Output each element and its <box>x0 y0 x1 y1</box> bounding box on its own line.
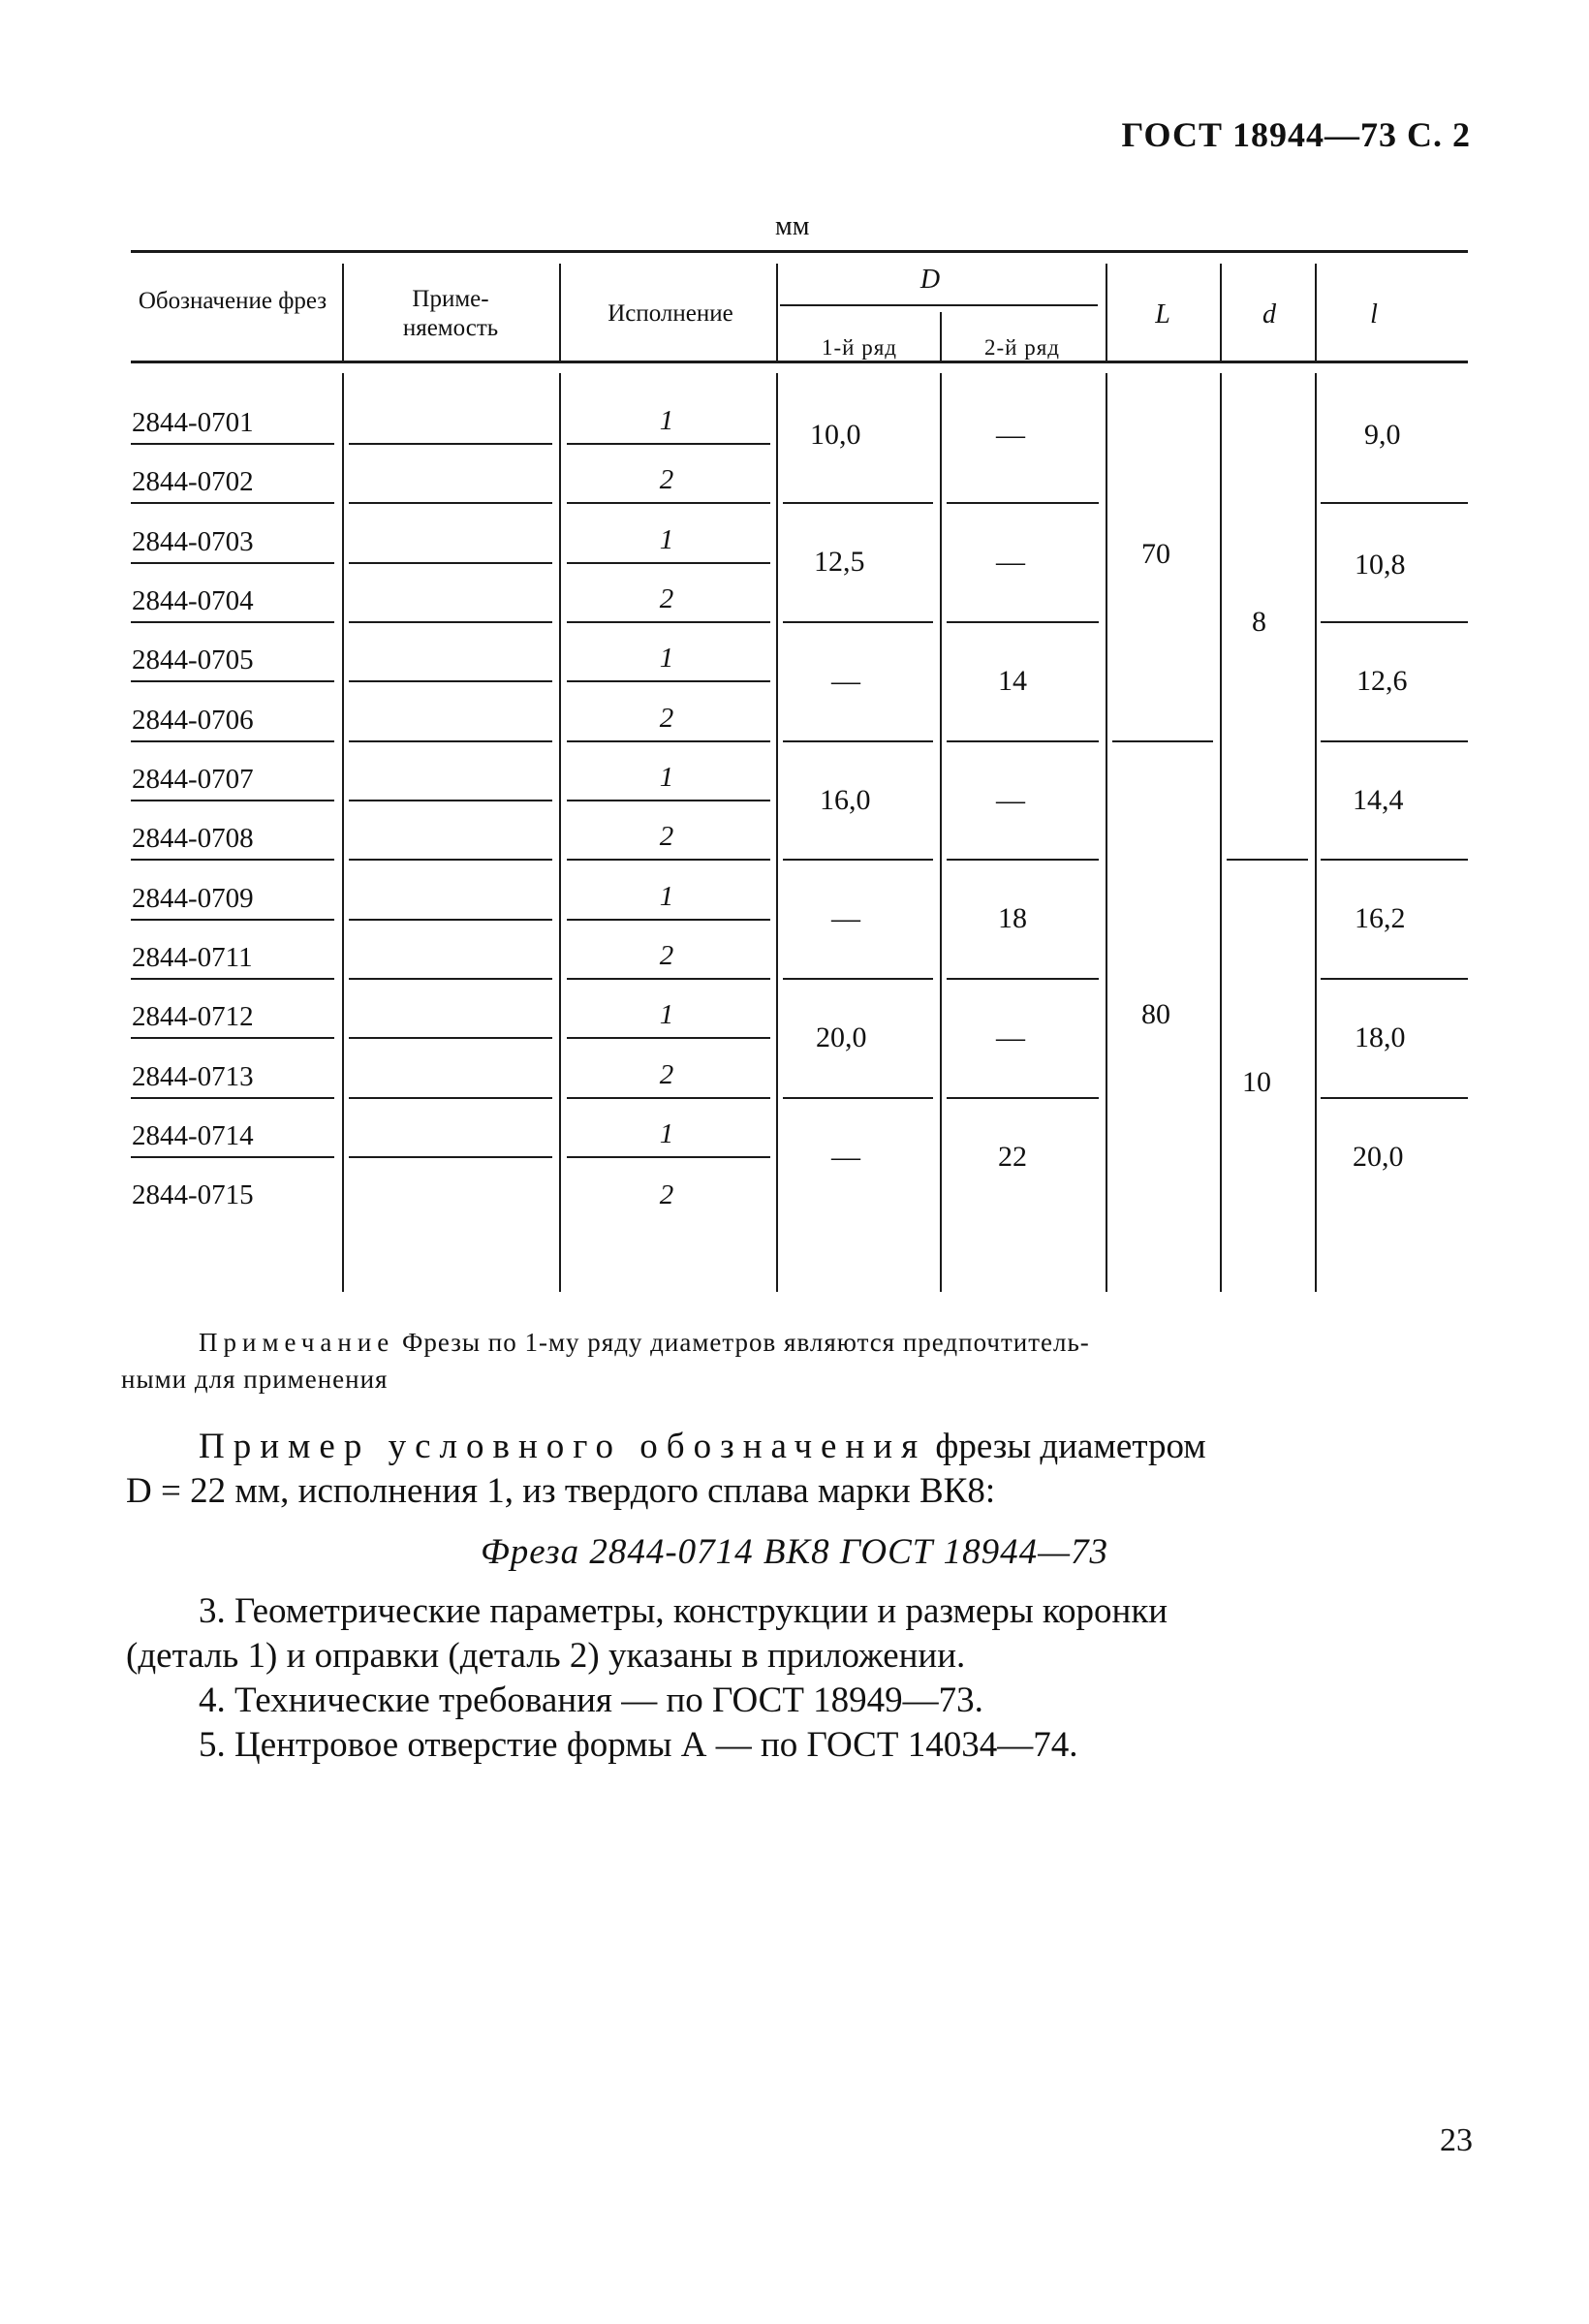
header-designation: Обозначение фрез <box>138 288 327 314</box>
l-cell: 12,6 <box>1356 665 1408 697</box>
body-divider <box>342 373 344 1292</box>
row-rule <box>349 1156 552 1158</box>
D-row2-cell: — <box>996 546 1025 578</box>
group-rule <box>783 1097 933 1099</box>
row-rule <box>131 740 334 742</box>
units-label: мм <box>775 211 810 241</box>
item-5: 5. Центровое отверстие формы А — по ГОСТ 14034—74. <box>199 1725 1078 1765</box>
row-rule <box>131 502 334 504</box>
D-row1-cell: — <box>831 665 860 697</box>
group-rule <box>947 740 1099 742</box>
row-rule <box>349 1097 552 1099</box>
row-rule <box>349 502 552 504</box>
row-rule <box>131 1156 334 1158</box>
row-rule <box>349 621 552 623</box>
execution-cell: 1 <box>659 999 674 1030</box>
row-rule <box>567 680 770 682</box>
body-divider <box>1315 373 1317 1292</box>
l-cell: 18,0 <box>1355 1021 1406 1053</box>
item-3: 3. Геометрические параметры, конструкции и размеры коронки <box>199 1591 1168 1631</box>
header-L: L <box>1155 299 1170 330</box>
body-divider <box>776 373 778 1292</box>
note-text-continued: ными для применения <box>121 1365 389 1394</box>
execution-cell: 2 <box>659 940 674 971</box>
designation-cell: 2844-0704 <box>132 585 254 616</box>
row-rule <box>567 919 770 921</box>
body-divider <box>559 373 561 1292</box>
designation-cell: 2844-0711 <box>132 942 253 973</box>
row-rule <box>349 978 552 980</box>
execution-cell: 1 <box>659 1118 674 1149</box>
group-rule <box>1321 1097 1468 1099</box>
D-row2-cell: 18 <box>998 902 1027 934</box>
designation-cell: 2844-0709 <box>132 883 254 914</box>
header-l: l <box>1370 299 1378 330</box>
row-rule <box>567 800 770 801</box>
D-row2-cell: — <box>996 784 1025 816</box>
row-rule <box>567 1156 770 1158</box>
row-rule <box>131 443 334 445</box>
example-text-line2: D = 22 мм, исполнения 1, из твердого сплава марки ВК8: <box>126 1471 996 1511</box>
row-rule <box>131 680 334 682</box>
designation-cell: 2844-0714 <box>132 1120 254 1151</box>
row-rule <box>349 740 552 742</box>
group-rule <box>783 740 933 742</box>
L-group-rule <box>1112 740 1213 742</box>
row-rule <box>349 443 552 445</box>
execution-cell: 2 <box>659 821 674 852</box>
header-D-row1: 1-й ряд <box>822 335 897 360</box>
example-paragraph <box>126 1425 1473 1514</box>
designation-cell: 2844-0703 <box>132 526 254 557</box>
l-cell: 14,4 <box>1353 784 1404 816</box>
d-cell: 8 <box>1252 606 1266 638</box>
l-cell: 9,0 <box>1364 419 1401 451</box>
header-divider <box>776 264 778 361</box>
execution-cell: 2 <box>659 1179 674 1210</box>
designation-cell: 2844-0705 <box>132 644 254 675</box>
item-4: 4. Технические требования — по ГОСТ 18949—73. <box>199 1680 983 1720</box>
header-divider <box>1220 264 1222 361</box>
execution-cell: 2 <box>659 1059 674 1090</box>
row-rule <box>567 1037 770 1039</box>
group-rule <box>783 621 933 623</box>
group-rule <box>947 859 1099 861</box>
row-rule <box>349 919 552 921</box>
header-divider <box>559 264 561 361</box>
example-text: фрезы диаметром <box>926 1427 1206 1466</box>
designation-cell: 2844-0706 <box>132 705 254 736</box>
group-rule <box>783 978 933 980</box>
L-cell: 70 <box>1141 538 1170 570</box>
numbered-items <box>126 1589 1478 1768</box>
designation-cell: 2844-0707 <box>132 764 254 795</box>
group-rule <box>783 502 933 504</box>
row-rule <box>567 502 770 504</box>
D-row2-cell: — <box>996 419 1025 451</box>
row-rule <box>131 919 334 921</box>
row-rule <box>567 740 770 742</box>
d-cell: 10 <box>1242 1066 1271 1098</box>
header-divider <box>1106 264 1107 361</box>
row-rule <box>567 978 770 980</box>
table-top-rule <box>131 250 1468 253</box>
table-note <box>121 1324 1478 1398</box>
page-header: ГОСТ 18944—73 С. 2 <box>1121 115 1471 154</box>
body-divider <box>940 373 942 1292</box>
execution-cell: 2 <box>659 703 674 734</box>
header-d: d <box>1262 299 1276 330</box>
execution-cell: 1 <box>659 881 674 912</box>
d-group-rule <box>1227 859 1308 861</box>
header-divider <box>342 264 344 361</box>
D-row1-cell: — <box>831 1141 860 1173</box>
l-cell: 16,2 <box>1355 902 1406 934</box>
row-rule <box>131 859 334 861</box>
D-row1-cell: 16,0 <box>820 784 871 816</box>
group-rule <box>947 621 1099 623</box>
body-divider <box>1220 373 1222 1292</box>
designation-cell: 2844-0712 <box>132 1001 254 1032</box>
row-rule <box>349 859 552 861</box>
designation-cell: 2844-0708 <box>132 823 254 854</box>
group-rule <box>1321 621 1468 623</box>
D-row1-cell: — <box>831 902 860 934</box>
header-divider <box>1315 264 1317 361</box>
row-rule <box>567 443 770 445</box>
group-rule <box>783 859 933 861</box>
row-rule <box>131 1097 334 1099</box>
group-rule <box>947 1097 1099 1099</box>
group-rule <box>1321 978 1468 980</box>
group-rule <box>1321 502 1468 504</box>
item-3-continued: (деталь 1) и оправки (деталь 2) указаны в приложении. <box>126 1636 966 1676</box>
example-formula: Фреза 2844-0714 ВК8 ГОСТ 18944—73 <box>480 1532 1109 1572</box>
D-row2-cell: 22 <box>998 1141 1027 1173</box>
row-rule <box>349 1037 552 1039</box>
execution-cell: 1 <box>659 405 674 436</box>
execution-cell: 1 <box>659 643 674 674</box>
header-execution: Исполнение <box>608 300 733 327</box>
body-divider <box>1106 373 1107 1292</box>
D-subheader-rule <box>780 304 1098 306</box>
row-rule <box>349 800 552 801</box>
header-D: D <box>919 265 941 295</box>
row-rule <box>131 562 334 564</box>
header-applicability: Приме-няемость <box>402 286 499 341</box>
header-D-row2: 2-й ряд <box>984 335 1060 360</box>
group-rule <box>947 978 1099 980</box>
row-rule <box>349 562 552 564</box>
row-rule <box>349 680 552 682</box>
row-rule <box>131 1037 334 1039</box>
row-rule <box>131 621 334 623</box>
execution-cell: 1 <box>659 524 674 555</box>
l-cell: 10,8 <box>1355 549 1406 581</box>
D-row2-cell: — <box>996 1021 1025 1053</box>
example-spaced-phrase: Пример условного обозначения <box>199 1427 927 1466</box>
designation-cell: 2844-0701 <box>132 407 254 438</box>
row-rule <box>131 978 334 980</box>
note-label: Примечание <box>199 1328 395 1357</box>
execution-cell: 2 <box>659 583 674 614</box>
page-number: 23 <box>1440 2122 1473 2158</box>
row-rule <box>567 562 770 564</box>
execution-cell: 1 <box>659 762 674 793</box>
group-rule <box>947 502 1099 504</box>
L-cell: 80 <box>1141 998 1170 1030</box>
row-rule <box>567 621 770 623</box>
row-rule <box>131 800 334 801</box>
group-rule <box>1321 859 1468 861</box>
group-rule <box>1321 740 1468 742</box>
row-rule <box>567 1097 770 1099</box>
D-row1-cell: 20,0 <box>816 1021 867 1053</box>
note-text: Фрезы по 1-му ряду диаметров являются предпочтитель- <box>402 1328 1090 1357</box>
designation-cell: 2844-0715 <box>132 1179 254 1210</box>
l-cell: 20,0 <box>1353 1141 1404 1173</box>
designation-cell: 2844-0702 <box>132 466 254 497</box>
row-rule <box>567 859 770 861</box>
D-row1-cell: 12,5 <box>814 546 865 578</box>
designation-cell: 2844-0713 <box>132 1061 254 1092</box>
header-divider <box>940 312 942 361</box>
D-row1-cell: 10,0 <box>810 419 861 451</box>
D-row2-cell: 14 <box>998 665 1027 697</box>
execution-cell: 2 <box>659 464 674 495</box>
